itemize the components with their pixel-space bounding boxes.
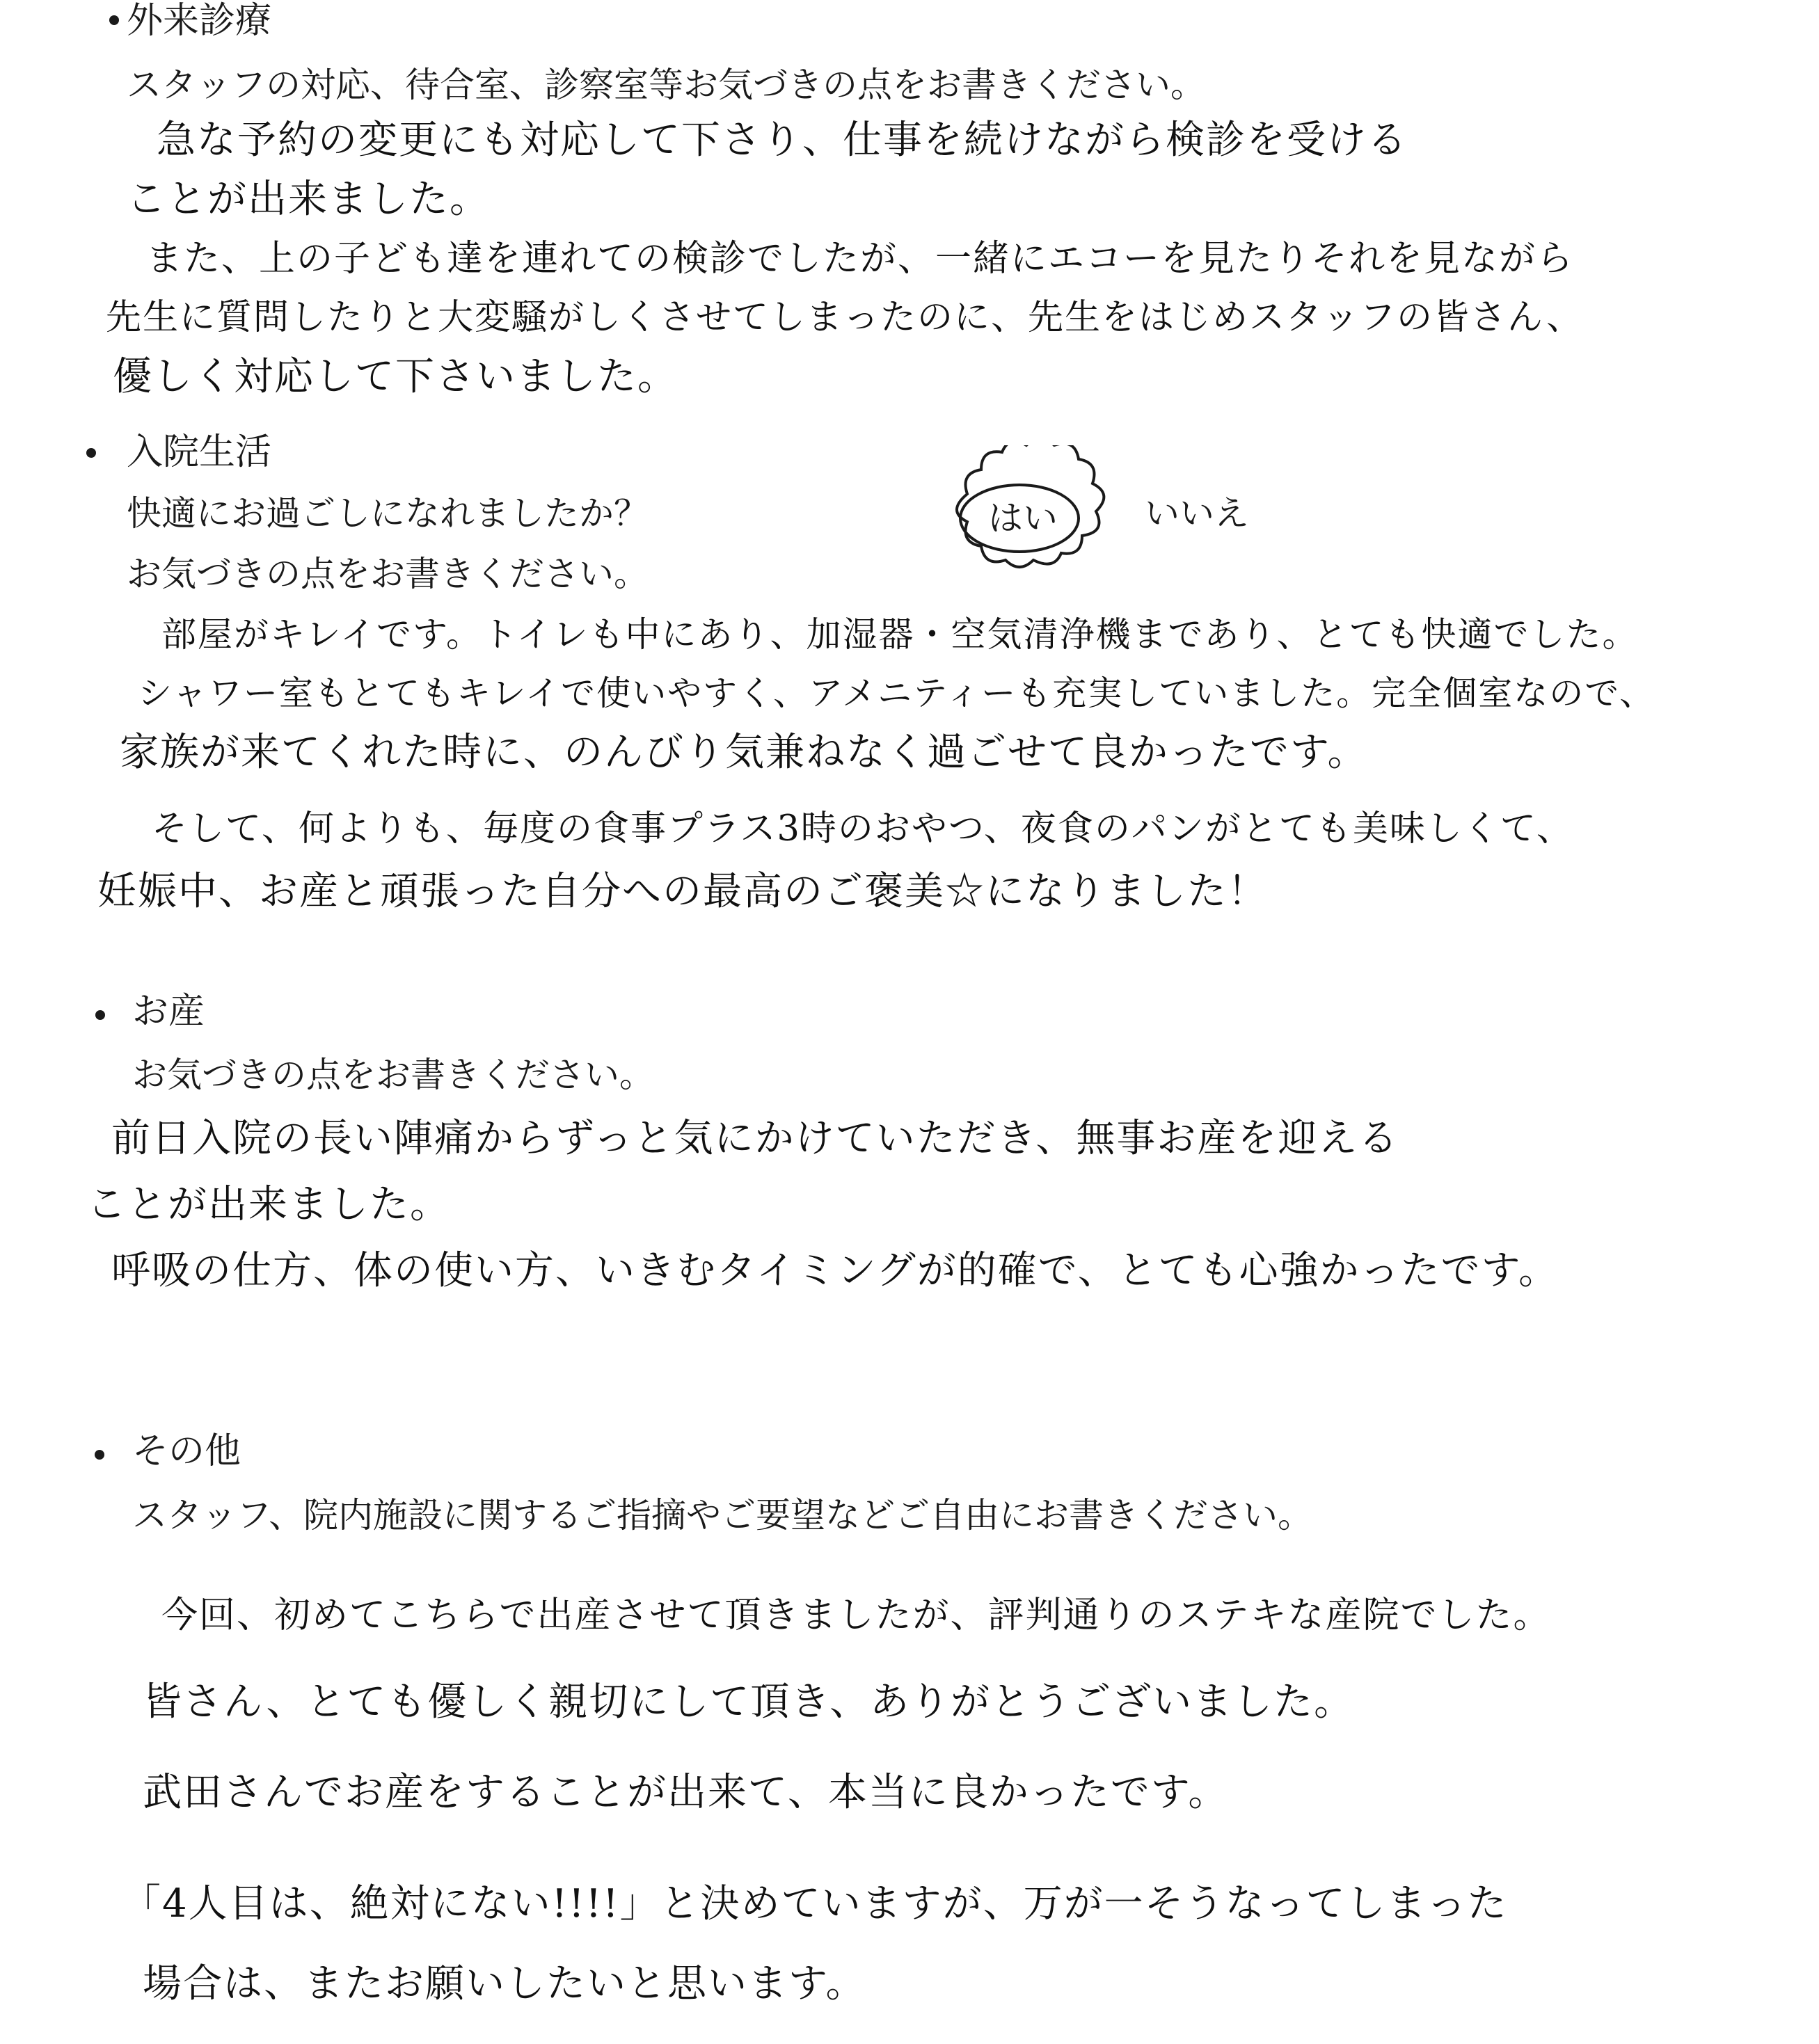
- handwritten-line: 前日入院の長い陣痛からずっと気にかけていただき、無事お産を迎える: [111, 1116, 1399, 1161]
- handwritten-line: 家族が来てくれた時に、のんびり気兼ねなく過ごせて良かったです。: [120, 730, 1368, 775]
- handwritten-line: 優しく対応して下さいました。: [113, 354, 678, 399]
- choice-no: いいえ: [1145, 493, 1249, 534]
- bullet-icon: [109, 15, 119, 25]
- choice-yes: はい: [988, 498, 1058, 538]
- handwritten-line: そして、何よりも、毎度の食事プラス3時のおやつ、夜食のパンがとても美味しくて、: [152, 808, 1573, 849]
- bullet-icon: [95, 1450, 104, 1460]
- section-title-birth: お産: [132, 991, 205, 1032]
- handwritten-line: 妊娠中、お産と頑張った自分への最高のご褒美☆になりました！: [97, 869, 1268, 914]
- handwritten-line: また、上の子ども達を連れての検診でしたが、一緒にエコーを見たりそれを見ながら: [146, 238, 1575, 280]
- handwritten-line: 「4人目は、絶対にない!!!!」と決めていますが、万が一そうなってしまった: [122, 1881, 1508, 1926]
- handwritten-line: ことが出来ました。: [127, 177, 490, 222]
- handwritten-line: 先生に質問したりと大変騒がしくさせてしまったのに、先生をはじめスタッフの皆さん、: [106, 297, 1584, 338]
- section-title-inpatient: 入院生活: [127, 431, 272, 473]
- handwritten-line: 武田さんでお産をすることが出来て、本当に良かったです。: [143, 1770, 1229, 1815]
- handwritten-line: 場合は、またお願いしたいと思います。: [143, 1961, 866, 2006]
- section-title-outpatient: 外来診療: [127, 0, 272, 42]
- prompt-outpatient: スタッフの対応、待合室、診察室等お気づきの点をお書きください。: [127, 65, 1205, 105]
- handwritten-line: 呼吸の仕方、体の使い方、いきむタイミングが的確で、とても心強かったです。: [111, 1248, 1559, 1293]
- handwritten-line: 部屋がキレイです。トイレも中にあり、加湿器・空気清浄機まであり、とても快適でした。: [161, 614, 1639, 655]
- handwritten-line: 急な予約の変更にも対応して下さり、仕事を続けながら検診を受ける: [157, 118, 1408, 163]
- prompt-birth: お気づきの点をお書きください。: [132, 1055, 654, 1095]
- prompt-inpatient: お気づきの点をお書きください。: [127, 554, 649, 594]
- handwritten-line: 今回、初めてこちらで出産させて頂きましたが、評判通りのステキな産院でした。: [161, 1595, 1551, 1636]
- bullet-icon: [95, 1010, 105, 1020]
- handwritten-line: シャワー室もとてもキレイで使いやすく、アメニティーも充実していました。完全個室なので、: [138, 673, 1655, 713]
- bullet-icon: [86, 448, 96, 458]
- prompt-other: スタッフ、院内施設に関するご指摘やご要望などご自由にお書きください。: [132, 1495, 1312, 1535]
- handwritten-line: 皆さん、とても優しく親切にして頂き、ありがとうございました。: [143, 1679, 1355, 1725]
- prompt-comfort-question: 快適にお過ごしになれましたか？: [127, 493, 649, 534]
- section-title-other: その他: [132, 1430, 241, 1472]
- handwritten-line: ことが出来ました。: [87, 1182, 450, 1227]
